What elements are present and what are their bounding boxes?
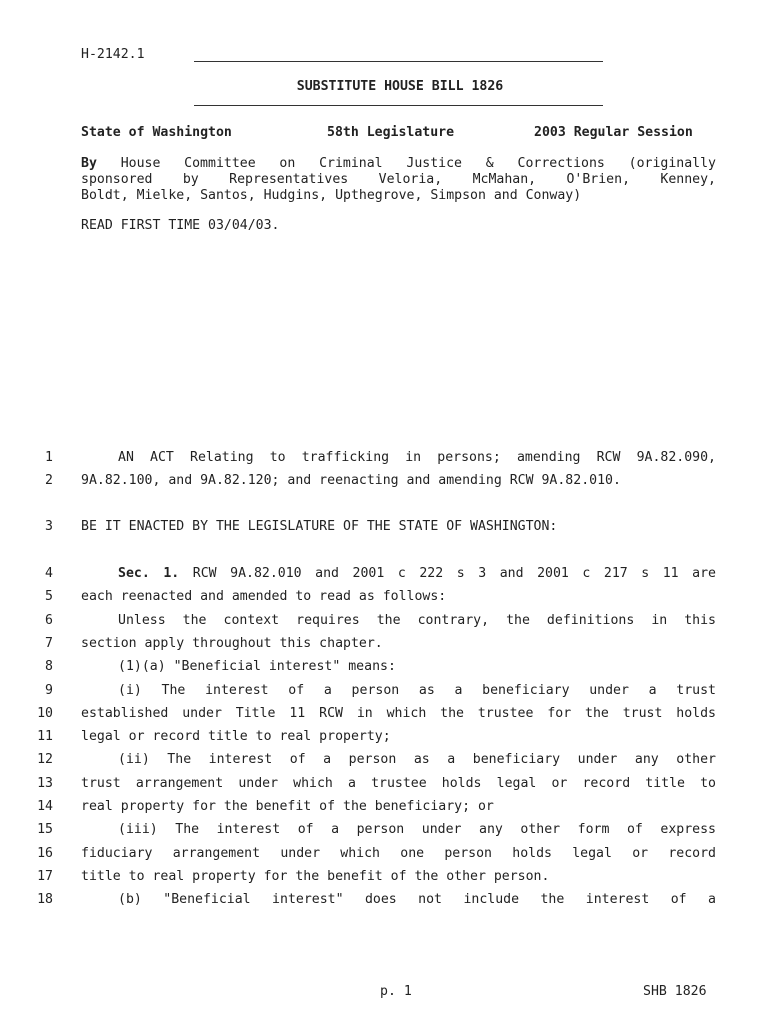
line-number: 8	[45, 659, 53, 674]
line-text: (i) The interest of a person as a beneficiary under a trust	[118, 683, 716, 698]
bill-text-line	[81, 519, 716, 534]
line-number: 4	[45, 566, 53, 581]
bill-text-line	[81, 706, 716, 721]
sponsor-line-3: Boldt, Mielke, Santos, Hudgins, Upthegrove, Simpson and Conway)	[81, 188, 582, 203]
page-number: p. 1	[380, 984, 412, 999]
bill-text-line	[81, 450, 716, 465]
line-text: Unless the context requires the contrary, the definitions in this	[118, 613, 716, 628]
bill-text-line	[81, 613, 716, 628]
line-number: 12	[37, 752, 53, 767]
line-text: RCW 9A.82.010 and 2001 c 222 s 3 and 2001 c 217 s 11 are	[192, 566, 716, 581]
line-text: real property for the benefit of the beneficiary; or	[81, 799, 494, 814]
bill-title: SUBSTITUTE HOUSE BILL 1826	[296, 79, 504, 94]
bill-text-line	[81, 473, 716, 488]
footer-bill-short: SHB 1826	[643, 984, 707, 999]
line-number: 14	[37, 799, 53, 814]
line-number: 9	[45, 683, 53, 698]
line-text: trust arrangement under which a trustee holds legal or record title to	[81, 776, 716, 791]
document-id: H-2142.1	[81, 47, 145, 62]
bill-text-line	[81, 683, 716, 698]
state-name: State of Washington	[81, 125, 232, 140]
line-number: 7	[45, 636, 53, 651]
bill-text-line	[81, 892, 716, 907]
line-text: established under Title 11 RCW in which the trustee for the trust holds	[81, 706, 716, 721]
bill-text-line	[81, 659, 716, 674]
bill-text-line	[81, 589, 716, 604]
bill-text-line	[81, 636, 716, 651]
line-number: 17	[37, 869, 53, 884]
line-number: 5	[45, 589, 53, 604]
bill-text-line	[81, 846, 716, 861]
line-number: 13	[37, 776, 53, 791]
line-number: 11	[37, 729, 53, 744]
line-text: (iii) The interest of a person under any other form of express	[118, 822, 716, 837]
legislature-name: 58th Legislature	[327, 125, 455, 140]
sponsor-text-1: House Committee on Criminal Justice & Corrections (originally	[120, 156, 716, 171]
line-text: 9A.82.100, and 9A.82.120; and reenacting and amending RCW 9A.82.010.	[81, 473, 621, 488]
bill-text-line	[81, 869, 716, 884]
read-first-time: READ FIRST TIME 03/04/03.	[81, 218, 280, 233]
bill-text-line	[81, 752, 716, 767]
section-heading: Sec. 1.	[118, 566, 180, 581]
line-text: (ii) The interest of a person as a beneficiary under any other	[118, 752, 716, 767]
bill-text-line	[81, 729, 716, 744]
sponsor-by-label: By	[81, 156, 97, 171]
line-text: each reenacted and amended to read as follows:	[81, 589, 447, 604]
bill-text-line	[81, 566, 716, 581]
line-text: AN ACT Relating to trafficking in persons; amending RCW 9A.82.090,	[118, 450, 716, 465]
line-text: title to real property for the benefit of the other person.	[81, 869, 550, 884]
line-number: 15	[37, 822, 53, 837]
line-number: 18	[37, 892, 53, 907]
line-number: 3	[45, 519, 53, 534]
header-rule-top	[194, 61, 603, 62]
line-number: 10	[37, 706, 53, 721]
line-text: section apply throughout this chapter.	[81, 636, 383, 651]
line-text: (1)(a) "Beneficial interest" means:	[118, 659, 396, 674]
line-text: BE IT ENACTED BY THE LEGISLATURE OF THE STATE OF WASHINGTON:	[81, 519, 558, 534]
line-text: legal or record title to real property;	[81, 729, 391, 744]
sponsor-line-1	[81, 156, 716, 171]
header-rule-bottom	[194, 105, 603, 106]
line-number: 1	[45, 450, 53, 465]
line-number: 2	[45, 473, 53, 488]
line-number: 16	[37, 846, 53, 861]
session-name: 2003 Regular Session	[534, 125, 693, 140]
line-text: fiduciary arrangement under which one person holds legal or record	[81, 846, 716, 861]
line-number: 6	[45, 613, 53, 628]
bill-text-line	[81, 822, 716, 837]
sponsor-line-2: sponsored by Representatives Veloria, McMahan, O'Brien, Kenney,	[81, 172, 716, 187]
bill-text-line	[81, 799, 716, 814]
line-text: (b) "Beneficial interest" does not include the interest of a	[118, 892, 716, 907]
bill-text-line	[81, 776, 716, 791]
